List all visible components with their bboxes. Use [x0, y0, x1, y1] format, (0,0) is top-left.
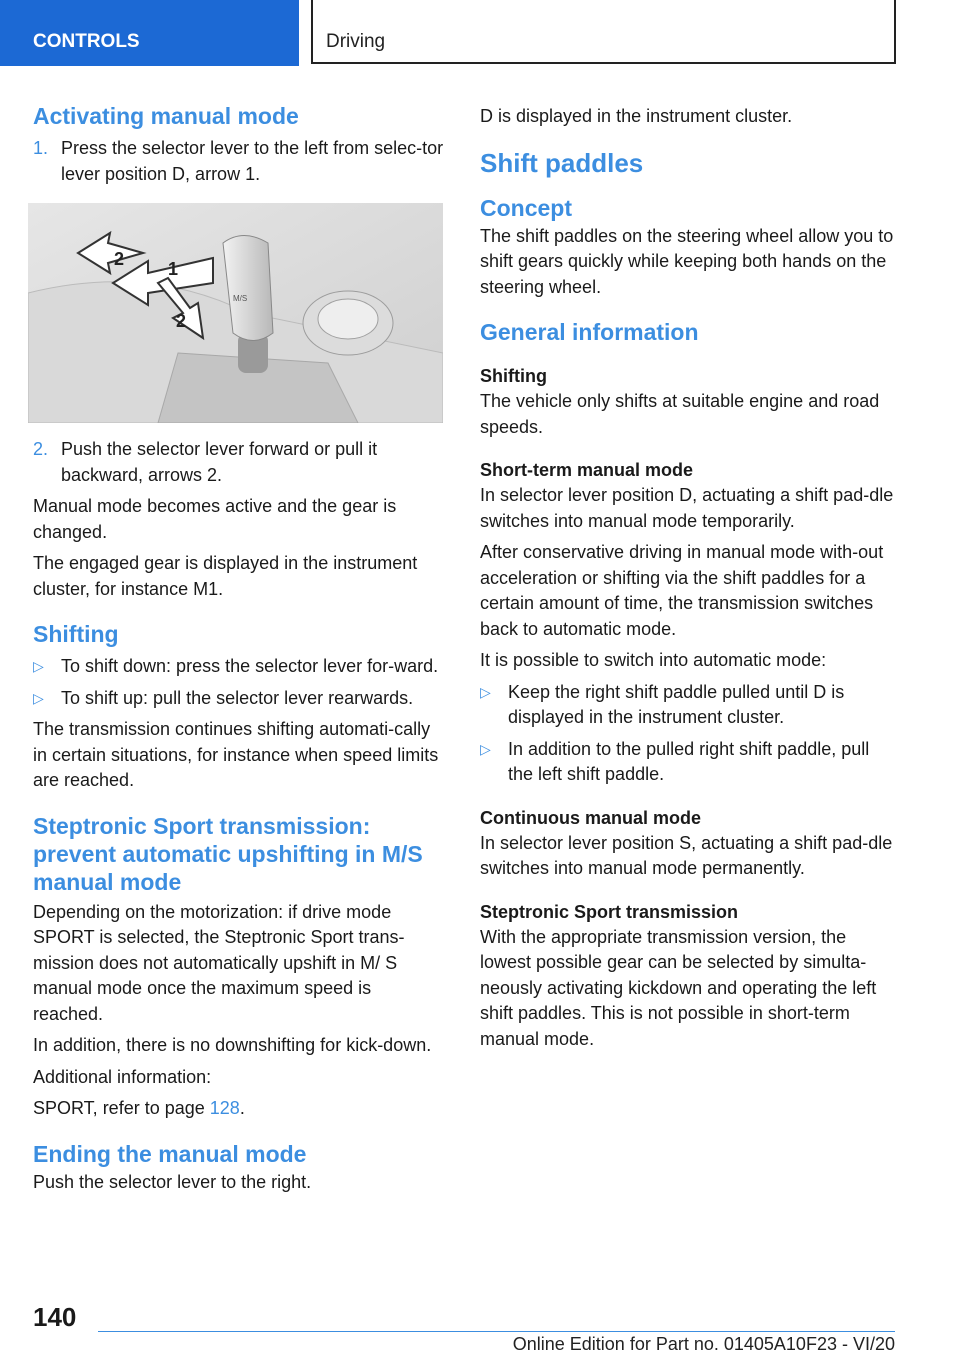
heading-shift-paddles: Shift paddles: [480, 147, 644, 178]
bullet-text: In addition to the pulled right shift paddle, pull the left shift paddle.: [508, 738, 870, 784]
selector-lever-figure: [28, 203, 443, 423]
sport-ref-prefix: SPORT, refer to page: [33, 1098, 210, 1118]
arrow-2b-label: 2: [176, 311, 187, 331]
heading-activating-manual-mode: Activating manual mode: [33, 103, 299, 129]
heading-ending-manual-mode: Ending the manual mode: [33, 1140, 307, 1167]
paragraph-addition: In addition, there is no downshifting for kick‐down.: [33, 1035, 432, 1055]
subheading-continuous-manual-mode: Continuous manual mode: [480, 807, 702, 828]
subheading-steptronic-sport-transmission: Steptronic Sport transmission: [480, 901, 739, 922]
heading-concept: Concept: [480, 194, 572, 221]
paragraph-engaged-gear: The engaged gear is displayed in the instrument cluster, for instance M1.: [33, 553, 418, 599]
paragraph-depending: Depending on the motorization: if drive mode SPORT is selected, the Steptronic Sport trans‐mission does not automatically upshift in M/ S manual mode once the maximum speed is reached.: [33, 901, 405, 1024]
paragraph-possible: It is possible to switch into automatic mode:: [480, 650, 827, 670]
bullet-item: [480, 680, 896, 731]
triangle-bullet-icon: ▷: [33, 658, 44, 674]
step-number: 2.: [33, 439, 49, 459]
step-text: Push the selector lever forward or pull it backward, arrows 2.: [61, 439, 378, 485]
bullet-text: To shift up: pull the selector lever rearwards.: [61, 687, 414, 708]
paragraph-after-conservative: After conservative driving in manual mode with‐out acceleration or shifting via the shift paddles for a certain amount of time, the transmission switches back to automatic mode.: [480, 542, 884, 639]
paragraph-steptronic: With the appropriate transmission version, the lowest possible gear can be selected by simulta‐neously activating kickdown and operating the left shift paddles. This is not possible in short-term manual mode.: [480, 926, 877, 1049]
page-header: [0, 0, 960, 66]
bullet-item: [33, 686, 445, 712]
heading-shifting: Shifting: [33, 621, 119, 647]
subheading-shifting: Shifting: [480, 366, 547, 386]
subheading-short-term-manual-mode: Short-term manual mode: [480, 460, 694, 480]
lever-marks: M/S: [233, 294, 248, 303]
bullet-text: Keep the right shift paddle pulled until D is displayed in the instrument cluster.: [508, 681, 845, 727]
arrow-1-label: 1: [168, 259, 179, 279]
step-text: Press the selector lever to the left from selec‐tor lever position D, arrow 1.: [61, 138, 444, 184]
paragraph-concept: The shift paddles on the steering wheel allow you to shift gears quickly while keeping both hands on the steering wheel.: [480, 225, 894, 297]
sport-ref-suffix: .: [239, 1098, 245, 1118]
paragraph-manual-active: Manual mode becomes active and the gear is changed.: [33, 496, 397, 542]
control-knob-top: [318, 299, 378, 339]
step-1: [33, 136, 445, 187]
paragraph-short-term: In selector lever position D, actuating a shift pad‐dle switches into manual mode temporarily.: [480, 485, 894, 531]
heading-steptronic-sport: Steptronic Sport transmission: prevent automatic upshifting in M/S manual mode: [33, 812, 423, 895]
paragraph-continues: The transmission continues shifting automati‐cally in certain situations, for instance when speed limits are reached.: [33, 719, 439, 790]
right-column: [480, 100, 896, 1058]
edition-footer: Online Edition for Part no. 01405A10F23 - VI/20: [512, 1334, 895, 1354]
step-2: [33, 437, 445, 488]
bullet-item: [33, 654, 445, 680]
heading-general-information: General information: [480, 319, 699, 345]
triangle-bullet-icon: ▷: [33, 689, 44, 706]
paragraph-d-displayed: D is displayed in the instrument cluster.: [480, 106, 793, 126]
arrow-2a-label: 2: [114, 249, 125, 269]
triangle-bullet-icon: ▷: [480, 740, 491, 757]
bullet-item: [480, 737, 896, 788]
page-number: 140: [33, 1302, 77, 1332]
paragraph-continuous: In selector lever position S, actuating a shift pad‐dle switches into manual mode permanently.: [480, 832, 893, 878]
paragraph-ending: Push the selector lever to the right.: [33, 1171, 312, 1192]
chapter-title: Driving: [311, 0, 896, 64]
paragraph-shifting: The vehicle only shifts at suitable engine and road speeds.: [480, 391, 880, 437]
triangle-bullet-icon: ▷: [480, 683, 491, 700]
left-column: [33, 100, 445, 1201]
paragraph-sport-reference: [33, 1096, 445, 1122]
paragraph-additional-info: Additional information:: [33, 1066, 212, 1087]
footer-divider: [98, 1331, 895, 1332]
step-number: 1.: [33, 138, 49, 158]
section-tab[interactable]: CONTROLS: [0, 0, 299, 66]
page-link-128[interactable]: 128: [209, 1098, 240, 1118]
bullet-text: To shift down: press the selector lever for‐ward.: [61, 656, 439, 676]
